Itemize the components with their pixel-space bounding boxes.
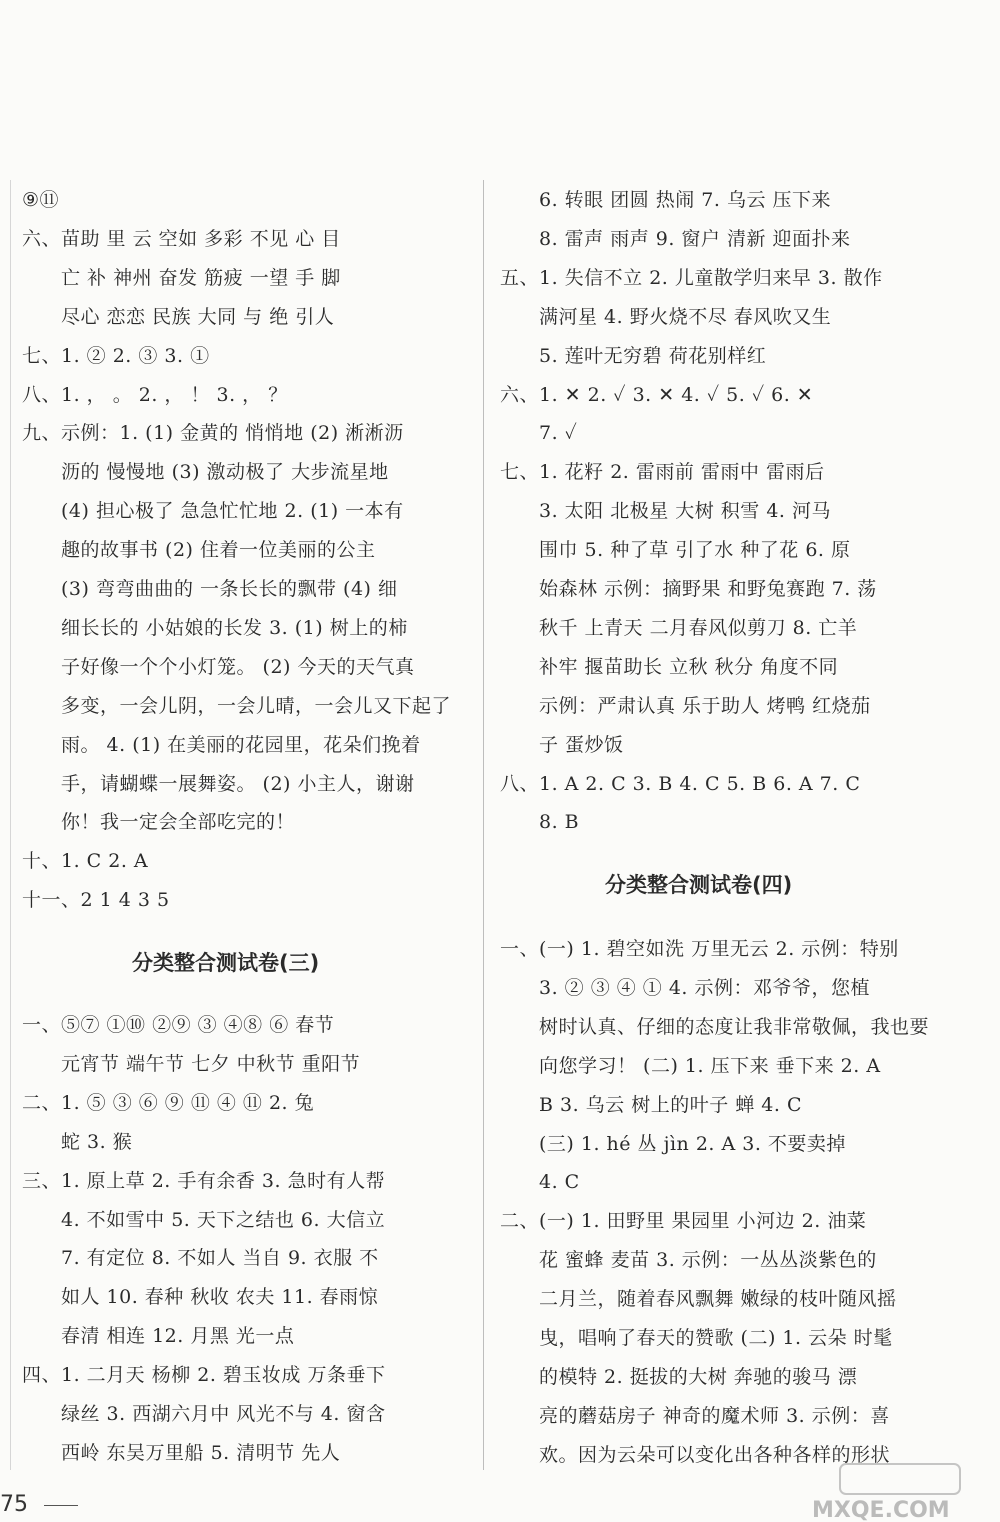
- answer-line: 4. 不如雪中 5. 天下之结也 6. 大信立: [22, 1208, 386, 1231]
- answer-line: 雨。 4. (1) 在美丽的花园里，花朵们挽着: [22, 733, 421, 756]
- answer-line: 八、1. A 2. C 3. B 4. C 5. B 6. A 7. C: [500, 772, 861, 795]
- answer-line: 始森林 示例：摘野果 和野兔赛跑 7. 荡: [500, 578, 877, 600]
- answer-line: 满河星 4. 野火烧不尽 春风吹又生: [500, 305, 832, 328]
- answer-line: 手，请蝴蝶一展舞姿。 (2) 小主人，谢谢: [22, 772, 415, 795]
- page-number: 75: [0, 1492, 28, 1517]
- answer-line: 五、1. 失信不立 2. 儿童散学归来早 3. 散作: [500, 266, 883, 289]
- answer-line: 的模特 2. 挺拔的大树 奔驰的骏马 漂: [500, 1365, 858, 1388]
- answer-line: 二、1. ⑤ ③ ⑥ ⑨ ⑪ ④ ⑪ 2. 兔: [22, 1091, 315, 1114]
- answer-line: 沥的 慢慢地 (3) 激动极了 大步流星地: [22, 461, 389, 484]
- section-title: 分类整合测试卷(四): [605, 873, 793, 897]
- answer-line: 趣的故事书 (2) 住着一位美丽的公主: [22, 539, 376, 562]
- answer-line: 3. 太阳 北极星 大树 积雪 4. 河马: [500, 500, 831, 523]
- answer-line: 亮的蘑菇房子 神奇的魔术师 3. 示例：喜: [500, 1404, 890, 1427]
- left-margin-rule: [10, 180, 11, 1470]
- answer-line: (4) 担心极了 急急忙忙地 2. (1) 一本有: [22, 500, 404, 523]
- svg-text:MXQE.COM: MXQE.COM: [812, 1498, 950, 1522]
- answer-line: 8. 雷声 雨声 9. 窗户 清新 迎面扑来: [500, 227, 851, 250]
- answer-line: 十、1. C 2. A: [22, 850, 149, 873]
- answer-line: 7. ✓: [500, 422, 578, 445]
- answer-line: 示例：严肃认真 乐于助人 烤鸭 红烧茄: [500, 694, 871, 717]
- answer-line: 四、1. 二月天 杨柳 2. 碧玉妆成 万条垂下: [22, 1364, 386, 1387]
- answer-line: 7. 有定位 8. 不如人 当自 9. 衣服 不: [22, 1247, 379, 1270]
- answer-line: 你！我一定会全部吃完的！: [22, 811, 296, 834]
- page-number-dash: [44, 1505, 78, 1506]
- answer-line: 树时认真、仔细的态度让我非常敬佩，我也要: [500, 1015, 930, 1038]
- answer-line: 3. ② ③ ④ ① 4. 示例：邓爷爷，您植: [500, 976, 870, 999]
- answer-line: 六、苗助 里 云 空如 多彩 不见 心 目: [22, 227, 341, 250]
- answer-line: 围巾 5. 种了草 引了水 种了花 6. 原: [500, 539, 851, 562]
- answer-line: 春清 相连 12. 月黑 光一点: [22, 1325, 295, 1348]
- answer-line: 欢。因为云朵可以变化出各种各样的形状: [500, 1443, 891, 1466]
- answer-line: 蛇 3. 猴: [22, 1130, 133, 1153]
- answer-line: 七、1. 花籽 2. 雷雨前 雷雨中 雷雨后: [500, 461, 825, 484]
- column-divider: [483, 180, 484, 1470]
- answer-line: 一、(一) 1. 碧空如洗 万里无云 2. 示例：特别: [500, 938, 899, 960]
- watermark-logo: [800, 1462, 990, 1522]
- answer-line: 补牢 揠苗助长 立秋 秋分 角度不同: [500, 655, 839, 678]
- answer-line: 子好像一个个小灯笼。 (2) 今天的天气真: [22, 655, 415, 678]
- answer-line: 二月兰，随着春风飘舞 嫩绿的枝叶随风摇: [500, 1288, 897, 1311]
- answer-line: 亡 补 神州 奋发 筋疲 一望 手 脚: [22, 266, 341, 289]
- answer-line: 一、⑤⑦ ①⑩ ②⑨ ③ ④⑧ ⑥ 春节: [22, 1014, 335, 1036]
- answer-line: 十一、2 1 4 3 5: [22, 889, 170, 912]
- answer-line: 元宵节 端午节 七夕 中秋节 重阳节: [22, 1052, 361, 1075]
- answer-line: 向您学习！ (二) 1. 压下来 垂下来 2. A: [500, 1054, 881, 1077]
- answer-line: 尽心 恋恋 民族 大同 与 绝 引人: [22, 305, 335, 328]
- answer-line: 多变，一会儿阴，一会儿晴，一会儿又下起了: [22, 694, 452, 717]
- answer-line: (3) 弯弯曲曲的 一条长长的飘带 (4) 细: [22, 578, 398, 600]
- section-title: 分类整合测试卷(三): [132, 951, 320, 975]
- answer-line: 九、示例：1. (1) 金黄的 悄悄地 (2) 淅淅沥: [22, 422, 404, 445]
- answer-line: 8. B: [500, 811, 580, 834]
- answer-line: 子 蛋炒饭: [500, 733, 624, 756]
- answer-line: 二、(一) 1. 田野里 果园里 小河边 2. 油菜: [500, 1210, 867, 1233]
- answer-line: 花 蜜蜂 麦苗 3. 示例：一丛丛淡紫色的: [500, 1249, 877, 1272]
- answer-line: 七、1. ② 2. ③ 3. ①: [22, 344, 210, 367]
- answer-line: 4. C: [500, 1171, 580, 1194]
- answer-line: 5. 莲叶无穷碧 荷花别样红: [500, 344, 767, 367]
- answer-line: B 3. 乌云 树上的叶子 蝉 4. C: [500, 1093, 802, 1116]
- answer-line: ⑨⑪: [22, 189, 60, 211]
- answer-line: 绿丝 3. 西湖六月中 风光不与 4. 窗含: [22, 1403, 386, 1425]
- answer-line: (三) 1. hé 丛 jìn 2. A 3. 不要卖掉: [500, 1132, 846, 1155]
- answer-line: 秋千 上青天 二月春风似剪刀 8. 亡羊: [500, 616, 858, 639]
- answer-line: 六、1. ✕ 2. ✓ 3. ✕ 4. ✓ 5. ✓ 6. ✕: [500, 383, 814, 406]
- answer-line: 八、1. ， 。 2. ， ！ 3. ， ？: [22, 383, 288, 406]
- answer-line: 曳，唱响了春天的赞歌 (二) 1. 云朵 时髦: [500, 1327, 893, 1349]
- answer-line: 西岭 东吴万里船 5. 清明节 先人: [22, 1441, 341, 1464]
- answer-line: 如人 10. 春种 秋收 农夫 11. 春雨惊: [22, 1286, 379, 1309]
- answer-line: 细长长的 小姑娘的长发 3. (1) 树上的柿: [22, 616, 408, 639]
- answer-line: 三、1. 原上草 2. 手有余香 3. 急时有人帮: [22, 1169, 386, 1192]
- answer-line: 6. 转眼 团圆 热闹 7. 乌云 压下来: [500, 189, 831, 211]
